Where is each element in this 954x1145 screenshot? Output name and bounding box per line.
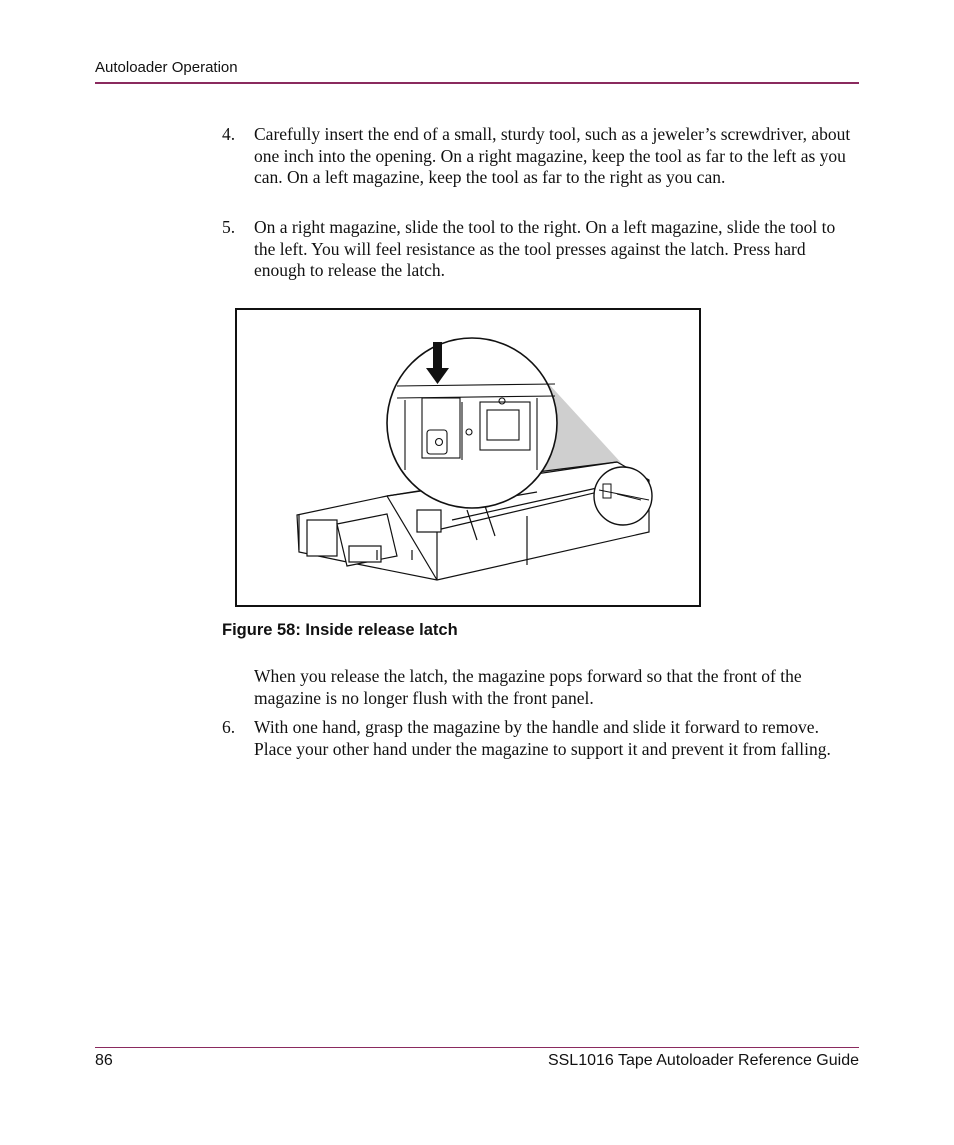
footer-rule <box>95 1047 859 1048</box>
figure-58 <box>235 308 701 607</box>
release-latch-illustration <box>237 310 699 605</box>
body-paragraph: When you release the latch, the magazine pops forward so that the front of the magazine is no longer flush with the front panel. <box>254 666 802 708</box>
step-text: On a right magazine, slide the tool to the right. On a left magazine, slide the tool to the left. You will feel resistance as the tool presses against the latch. Press hard enough to release the latch. <box>254 217 836 280</box>
step-number: 5. <box>222 217 236 237</box>
callout-circle-large <box>387 338 557 508</box>
step-text: With one hand, grasp the magazine by the handle and slide it forward to remove. Place your other hand under the magazine to support it and prevent it from falling. <box>254 717 831 759</box>
step-text: Carefully insert the end of a small, sturdy tool, such as a jeweler’s screwdriver, about one inch into the opening. On a right magazine, keep the tool as far to the left as you can. On a left magazine, keep the tool as far to the right as you can. <box>254 124 851 187</box>
step-number: 4. <box>222 124 236 144</box>
running-header: Autoloader Operation <box>95 59 238 76</box>
page-number: 86 <box>95 1052 113 1069</box>
figure-caption: Figure 58: Inside release latch <box>222 621 458 639</box>
guide-title: SSL1016 Tape Autoloader Reference Guide <box>547 1052 859 1069</box>
step-number: 6. <box>222 717 236 737</box>
header-rule <box>95 82 859 84</box>
